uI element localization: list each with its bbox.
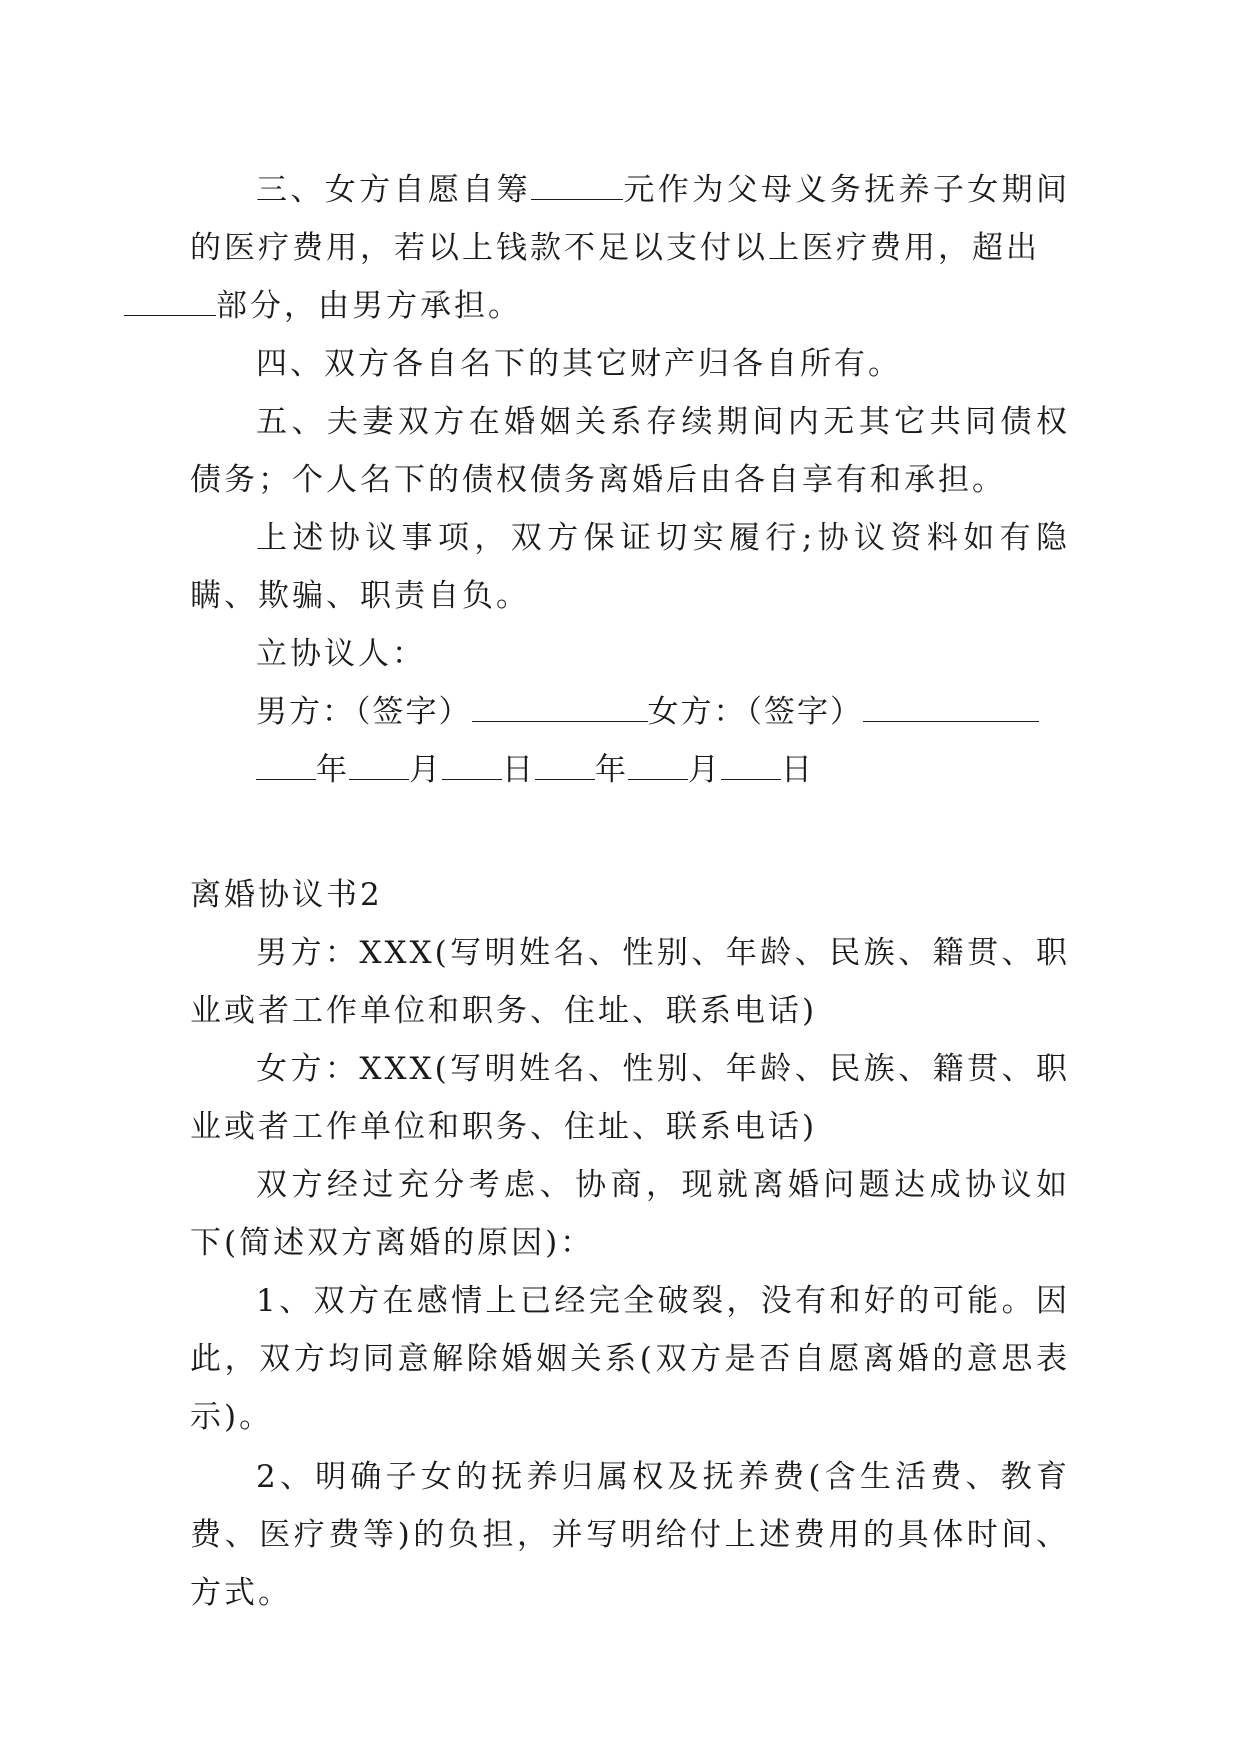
female-sign-label: 女方：（签字） [647,694,863,730]
year-blank-2 [535,745,595,780]
section-title: 离婚协议书2 [190,877,383,913]
day-blank-2 [721,745,781,780]
year-blank-1 [256,745,316,780]
commitment-paragraph: 上述协议事项，双方保证切实履行;协议资料如有隐瞒、欺骗、职责自负。 [190,520,1070,614]
agreement-part-2 [190,866,1070,1622]
agreement-intro: 双方经过充分考虑、协商，现就离婚问题达成协议如下(简述双方离婚的原因)： [190,1167,1070,1261]
item-2: 2、明确子女的抚养归属权及抚养费(含生活费、教育费、医疗费等)的负担，并写明给付上述费用的具体时间、方式。 [190,1459,1070,1611]
clause-5: 五、夫妻双方在婚姻关系存续期间内无其它共同债权债务；个人名下的债权债务离婚后由各自享有和承担。 [190,404,1070,498]
month-blank-2 [628,745,688,780]
month-blank-1 [349,745,409,780]
male-signature-blank [472,687,648,722]
clause-3: 三、女方自愿自筹 元作为父母义务抚养子女期间的医疗费用，若以上钱款不足以支付以上医疗费用，超出 部分，由男方承担。 [190,161,1070,335]
female-signature-blank [863,687,1039,722]
male-party-info: 男方：XXX(写明姓名、性别、年龄、民族、籍贯、职业或者工作单位和职务、住址、联系电话) [190,935,1070,1029]
female-party-info: 女方：XXX(写明姓名、性别、年龄、民族、籍贯、职业或者工作单位和职务、住址、联系电话) [190,1051,1070,1145]
date-line: 年 月 日 年 月 日 [190,741,1070,799]
signatory-label: 立协议人： [256,636,426,672]
agreement-part-1 [190,161,1070,799]
item-1: 1、双方在感情上已经完全破裂，没有和好的可能。因此，双方均同意解除婚姻关系(双方是否自愿离婚的意思表示)。 [190,1283,1070,1435]
clause-4: 四、双方各自名下的其它财产归各自所有。 [256,346,902,382]
day-blank-1 [442,745,502,780]
excess-blank [124,281,216,316]
amount-blank [531,165,623,200]
signature-line [190,683,1070,741]
male-sign-label: 男方：（签字） [256,694,472,730]
